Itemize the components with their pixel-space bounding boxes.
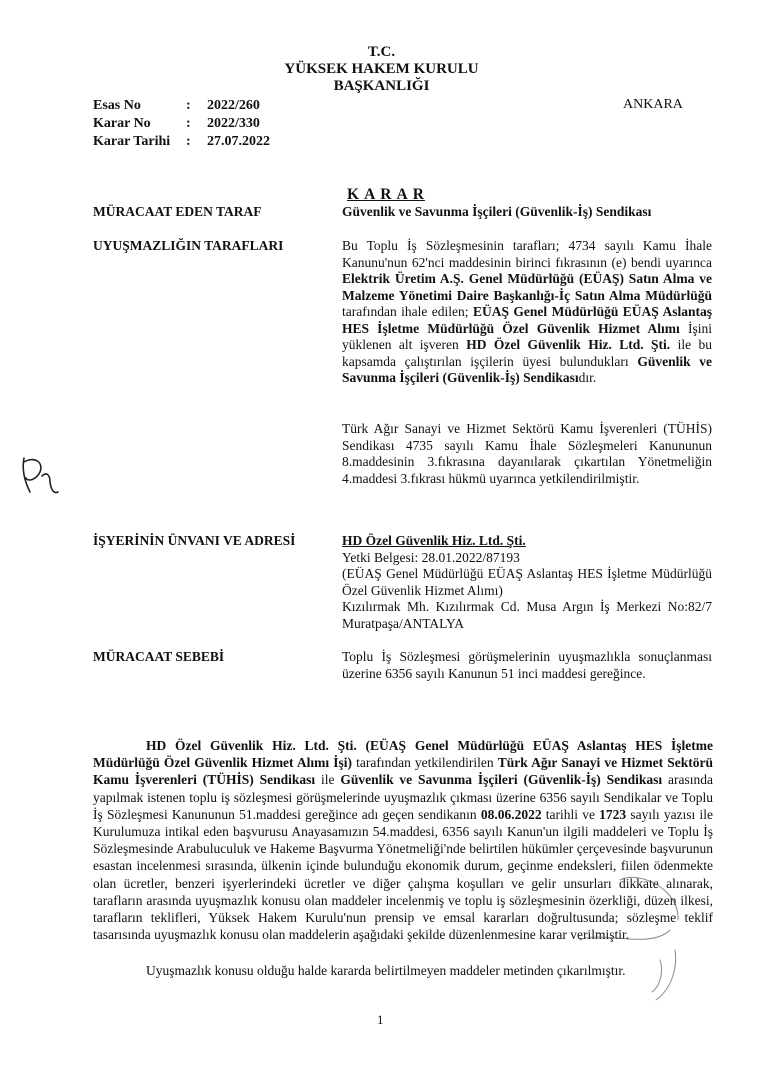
handwritten-initial	[14, 452, 66, 500]
isyeri-hizmet: (EÜAŞ Genel Müdürlüğü EÜAŞ Aslantaş HES İşletme Müdürlüğü Özel Güvenlik Hizmet Alımı)	[342, 566, 712, 598]
city: ANKARA	[623, 97, 683, 112]
body-paragraph-2: Uyuşmazlık konusu olduğu halde kararda belirtilmeyen maddeler metinden çıkarılmıştır.	[146, 963, 626, 978]
isyeri-label: İŞYERİNİN ÜNVANI VE ADRESİ	[93, 533, 296, 548]
isyeri-adres: Kızılırmak Mh. Kızılırmak Cd. Musa Argın İş Merkezi No:82/7 Muratpaşa/ANTALYA	[342, 599, 712, 631]
muracaat-eden-value: Güvenlik ve Savunma İşçileri (Güvenlik-İş) Sendikası	[342, 204, 652, 219]
header-department: BAŞKANLIĞI	[333, 78, 430, 94]
meta-karar-sep: :	[186, 116, 191, 131]
taraflar-paragraph-1: Bu Toplu İş Sözleşmesinin tarafları; 4734 sayılı Kamu İhale Kanunu'nun 62'nci maddesinin birinci fıkrasının (e) bendi uyarınca Elektrik Üretim A.Ş. Genel Müdürlüğü (EÜAŞ) Satın Alma ve Malzeme Yönetimi Daire Başkanlığı-İç Satın Alma Müdürlüğü tarafından ihale edilen; EÜAŞ Genel Müdürlüğü EÜAŞ Aslantaş HES İşletme Müdürlüğü Özel Güvenlik Hizmet Alımı İşini yüklenen alt işveren HD Özel Güvenlik Hiz. Ltd. Şti. ile bu kapsamda çalıştırılan işçilerin üyesi bulundukları Güvenlik ve Savunma İşçileri (Güvenlik-İş) Sendikasıdır.	[342, 238, 713, 385]
body-paragraph-1: HD Özel Güvenlik Hiz. Ltd. Şti. (EÜAŞ Genel Müdürlüğü EÜAŞ Aslantaş HES İşletme Müdürlüğü Özel Güvenlik Hizmet Alımı İşi) tarafından yetkilendirilen Türk Ağır Sanayi ve Hizmet Sektörü Kamu İşverenleri (TÜHİS) Sendikası ile Güvenlik ve Savunma İşçileri (Güvenlik-İş) Sendikası arasında yapılmak istenen toplu iş sözleşmesi görüşmelerinde uyuşmazlık çıkması üzerine 6356 sayılı Sendikalar ve Toplu İş Sözleşmesi Kanununun 51.maddesi gereğince adı geçen sendikanın 08.06.2022 tarihli ve 1723 sayılı yazısı ile Kurulumuza intikal eden başvurusu Anayasamızın 54.maddesi, 6356 sayılı Kanun'un ilgili maddeleri ve Toplu İş Sözleşmesinde Arabuluculuk ve Hakeme Başvurma Yönetmeliği'nde belirtilen hükümler çerçevesinde başvurunun esastan incelenmesi sırasında, ülkenin içinde bulunduğu ekonomik durum, geçinme endeksleri, fiilen ödenmekte olan ücretler, benzeri işyerlerindeki ücretler ve diğer çalışma koşulları ve gelir unsurları dikkate alınarak, tarafların arasında uyuşmazlık konusu olan maddeler incelenmiş ve toplu iş sözleşmesinin özerkliği, düzen ilkesi, tarafların teklifleri, Yüksek Hakem Kurulu'nun prensip ve emsal kararları doğrultusunda; sözleşme teklif tasarısında uyuşmazlık konusu olan maddelerin aşağıdaki şekilde düzenlenmesine karar verilmiştir.	[93, 738, 713, 943]
meta-esas-value: 2022/260	[207, 98, 260, 113]
meta-karar-value: 2022/330	[207, 116, 260, 131]
sebep-value: Toplu İş Sözleşmesi görüşmelerinin uyuşmazlıkla sonuçlanması üzerine 6356 sayılı Kanunun 51 inci maddesi gereğince.	[342, 649, 712, 681]
karar-title: K A R A R	[347, 186, 425, 203]
page-number: 1	[377, 1012, 384, 1027]
isyeri-yetki: Yetki Belgesi: 28.01.2022/87193	[342, 549, 520, 565]
isyeri-name: HD Özel Güvenlik Hiz. Ltd. Şti.	[342, 533, 526, 548]
taraflar-label: UYUŞMAZLIĞIN TARAFLARI	[93, 238, 284, 253]
meta-esas-label: Esas No	[93, 98, 141, 113]
meta-tarih-value: 27.07.2022	[207, 134, 270, 149]
meta-tarih-label: Karar Tarihi	[93, 134, 171, 149]
meta-karar-label: Karar No	[93, 116, 151, 131]
taraflar-paragraph-2: Türk Ağır Sanayi ve Hizmet Sektörü Kamu İşverenleri (TÜHİS) Sendikası 4735 sayılı Kamu İhale Sözleşmeleri Kanununun 8.maddesinin 3.fıkrasına dayanılarak çıkartılan Yönetmeliğin 4.maddesi 3.fıkrası hükmü uyarınca yetkilendirilmiştir.	[342, 421, 712, 486]
header-tc: T.C.	[367, 44, 396, 60]
meta-tarih-sep: :	[186, 134, 191, 149]
header-institution: YÜKSEK HAKEM KURULU	[284, 61, 479, 77]
stamp-mark	[560, 860, 710, 1010]
isyeri-block	[342, 533, 712, 632]
sebep-label: MÜRACAAT SEBEBİ	[93, 649, 225, 664]
muracaat-eden-label: MÜRACAAT EDEN TARAF	[93, 204, 262, 219]
meta-esas-sep: :	[186, 98, 191, 113]
